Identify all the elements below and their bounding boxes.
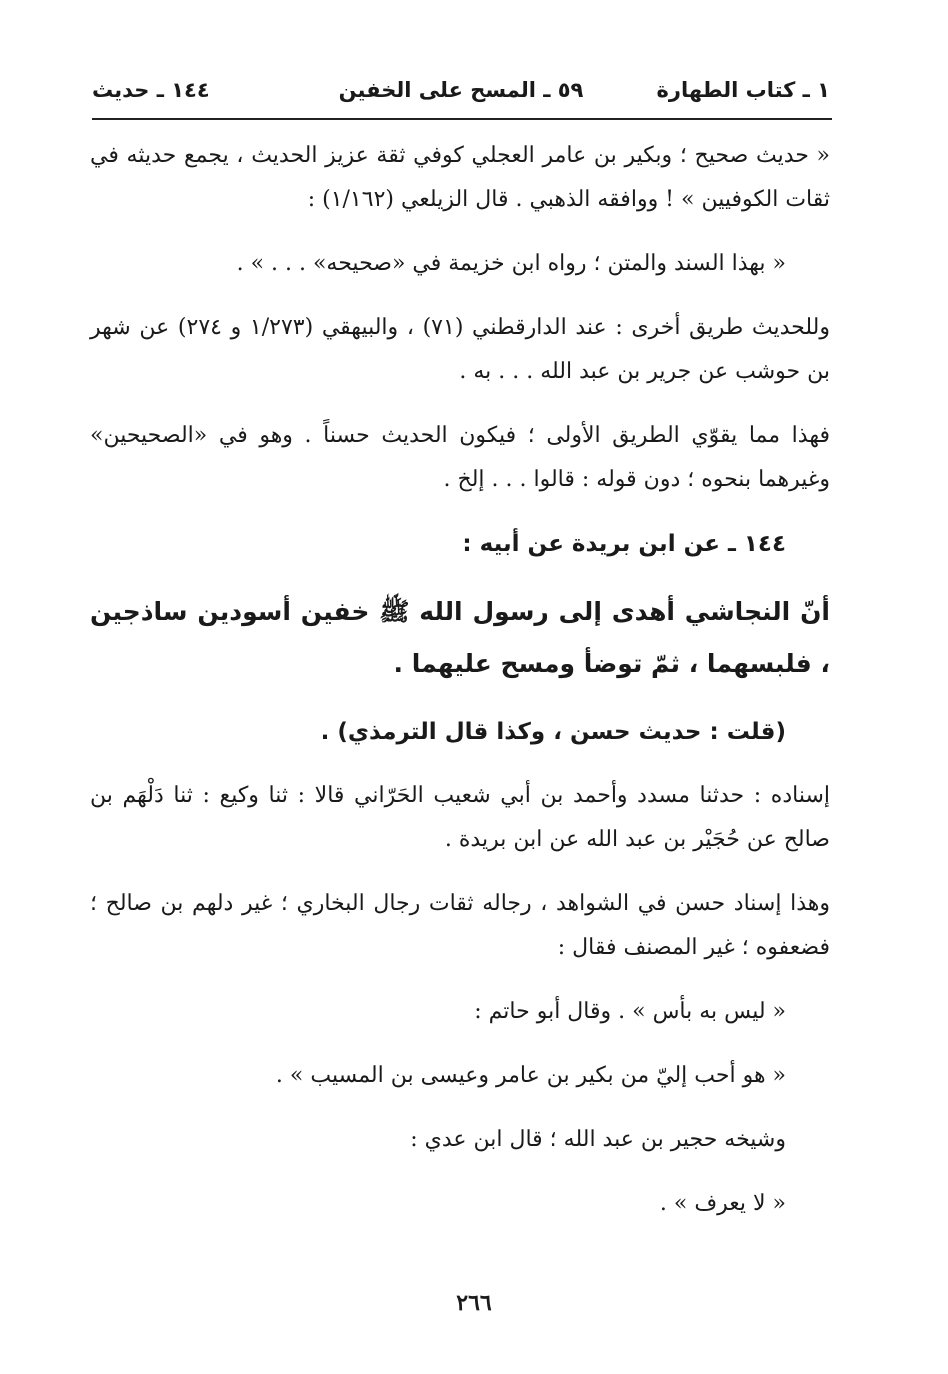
hadith-heading: ١٤٤ ـ عن ابن بريدة عن أبيه : [462, 531, 786, 557]
paragraph-isnad: إسناده : حدثنا مسدد وأحمد بن أبي شعيب الحَرّاني قالا : ثنا وكيع : ثنا دَلْهَم بن صالح عن حُجَيْر بن عبد الله عن ابن بريدة . [90, 783, 830, 852]
page-body [90, 134, 830, 1246]
header-chapter-title: ٥٩ ـ المسح على الخفين [338, 78, 584, 102]
paragraph-isnad-assessment: وهذا إسناد حسن في الشواهد ، رجاله ثقات رجال البخاري ؛ غير دلهم بن صالح ؛ فضعفوه ؛ غير المصنف فقال : [90, 891, 830, 960]
paragraph-strengthening: فهذا مما يقوّي الطريق الأولى ؛ فيكون الحديث حسناً . وهو في «الصحيحين» وغيرهما بنحوه ؛ دون قوله : قالوا . . . إلخ . [90, 423, 830, 492]
header-book-title: ١ ـ كتاب الطهارة [656, 78, 830, 102]
paragraph-quote-sahih: « حديث صحيح ؛ وبكير بن عامر العجلي كوفي ثقة عزيز الحديث ، يجمع حديثه في ثقات الكوفيين » ! ووافقه الذهبي . قال الزيلعي (١/١٦٢) : [90, 143, 830, 212]
running-header [92, 78, 830, 114]
hadith-text: أنّ النجاشي أهدى إلى رسول الله ﷺ خفين أسودين ساذجين ، فلبسهما ، ثمّ توضأ ومسح عليهما . [90, 597, 830, 678]
page-number: ٢٦٦ [456, 1290, 492, 1316]
header-hadith-number: ١٤٤ ـ حديث [92, 78, 210, 102]
grading-note: (قلت : حديث حسن ، وكذا قال الترمذي) . [320, 719, 786, 745]
paragraph-quote-abu-hatim: « هو أحب إليّ من بكير بن عامر وعيسى بن المسيب » . [275, 1063, 786, 1088]
paragraph-other-route: وللحديث طريق أخرى : عند الدارقطني (٧١) ، والبيهقي (١/٢٧٣ و ٢٧٤) عن شهر بن حوشب عن جرير بن عبد الله . . . به . [90, 315, 830, 384]
paragraph-quote-la-yuraf: « لا يعرف » . [659, 1191, 786, 1216]
header-divider [92, 118, 832, 120]
paragraph-quote-laysa: « ليس به بأس » . وقال أبو حاتم : [474, 999, 786, 1024]
paragraph-quote-zaylai: « بهذا السند والمتن ؛ رواه ابن خزيمة في «صحيحه» . . . » . [236, 251, 786, 276]
paragraph-shaykh: وشيخه حجير بن عبد الله ؛ قال ابن عدي : [410, 1127, 786, 1152]
